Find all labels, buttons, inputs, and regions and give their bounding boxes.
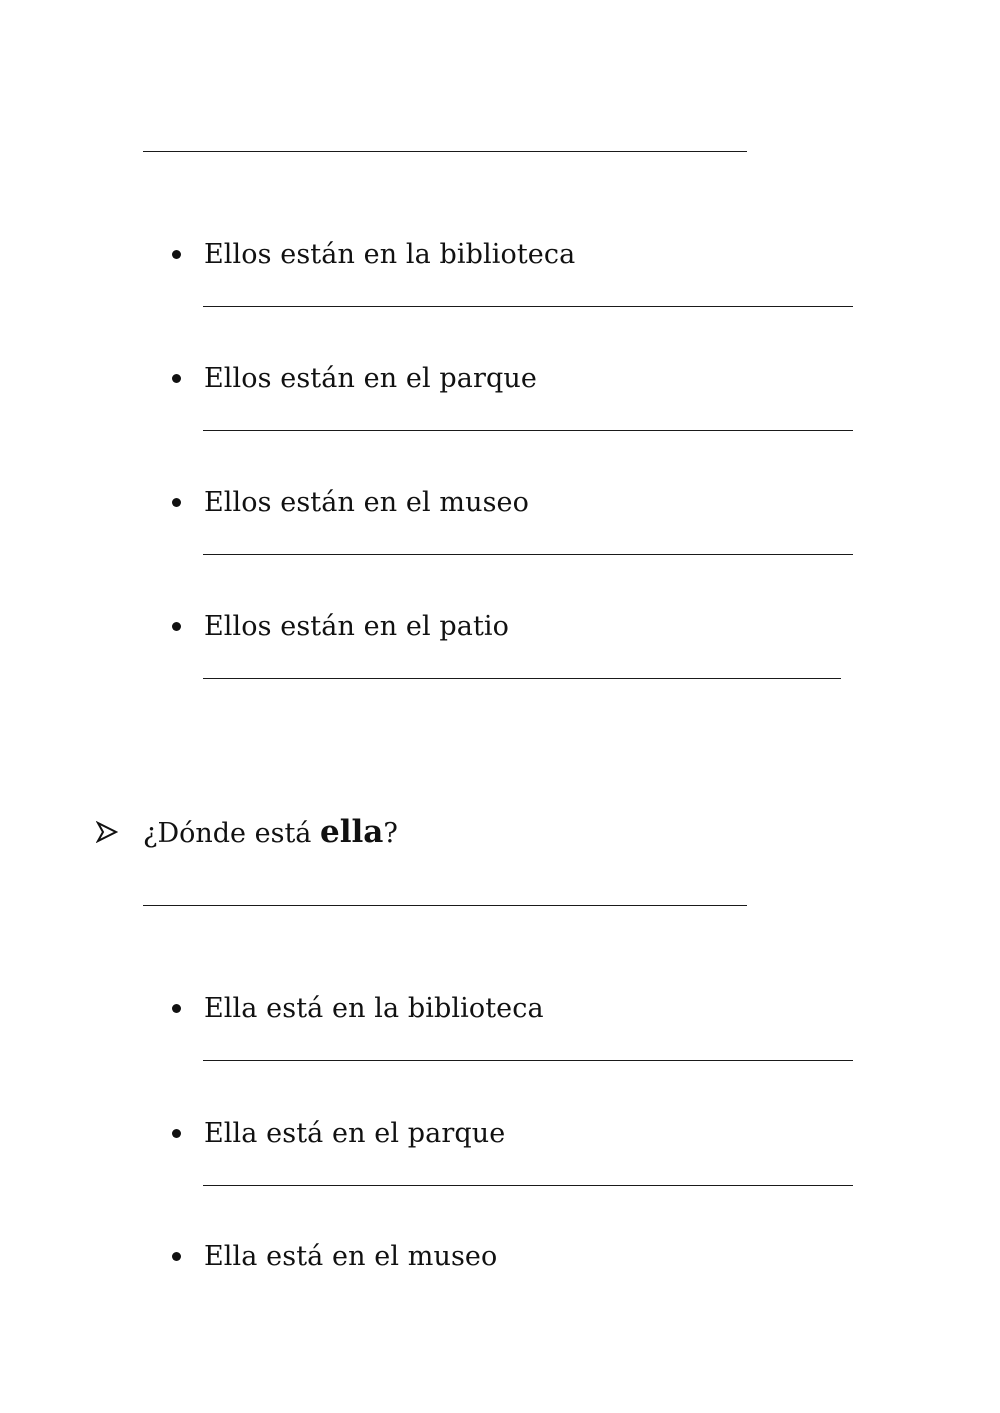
answer-line <box>203 306 853 307</box>
question-emphasis: ella <box>319 814 384 850</box>
list-item-text: Ella está en la biblioteca <box>204 992 544 1024</box>
answer-line <box>203 554 853 555</box>
question-heading <box>96 810 398 854</box>
list-item-text: Ellos están en el patio <box>204 610 509 642</box>
list-item <box>172 988 544 1028</box>
list-item <box>172 358 537 398</box>
bullet-dot-icon <box>172 622 181 631</box>
bullet-dot-icon <box>172 374 181 383</box>
list-item <box>172 482 529 522</box>
list-item-text: Ellos están en el museo <box>204 486 529 518</box>
answer-line <box>203 678 841 679</box>
list-item-text: Ellos están en el parque <box>204 362 537 394</box>
bullet-dot-icon <box>172 1004 181 1013</box>
list-item <box>172 1113 505 1153</box>
list-item <box>172 234 575 274</box>
answer-line <box>143 151 747 152</box>
bullet-dot-icon <box>172 1129 181 1138</box>
question-suffix: ? <box>383 818 398 849</box>
answer-line <box>203 430 853 431</box>
list-item-text: Ella está en el museo <box>204 1240 498 1272</box>
list-item <box>172 606 509 646</box>
list-item-text: Ellos están en la biblioteca <box>204 238 576 270</box>
list-item-text: Ella está en el parque <box>204 1117 506 1149</box>
bullet-dot-icon <box>172 1252 181 1261</box>
answer-line <box>203 1185 853 1186</box>
bullet-dot-icon <box>172 250 181 259</box>
answer-line <box>143 905 747 906</box>
question-prefix: ¿Dónde está <box>143 818 320 849</box>
bullet-dot-icon <box>172 498 181 507</box>
arrowhead-bullet-icon <box>96 821 118 843</box>
answer-line <box>203 1060 853 1061</box>
question-text <box>143 814 398 850</box>
list-item <box>172 1236 497 1276</box>
